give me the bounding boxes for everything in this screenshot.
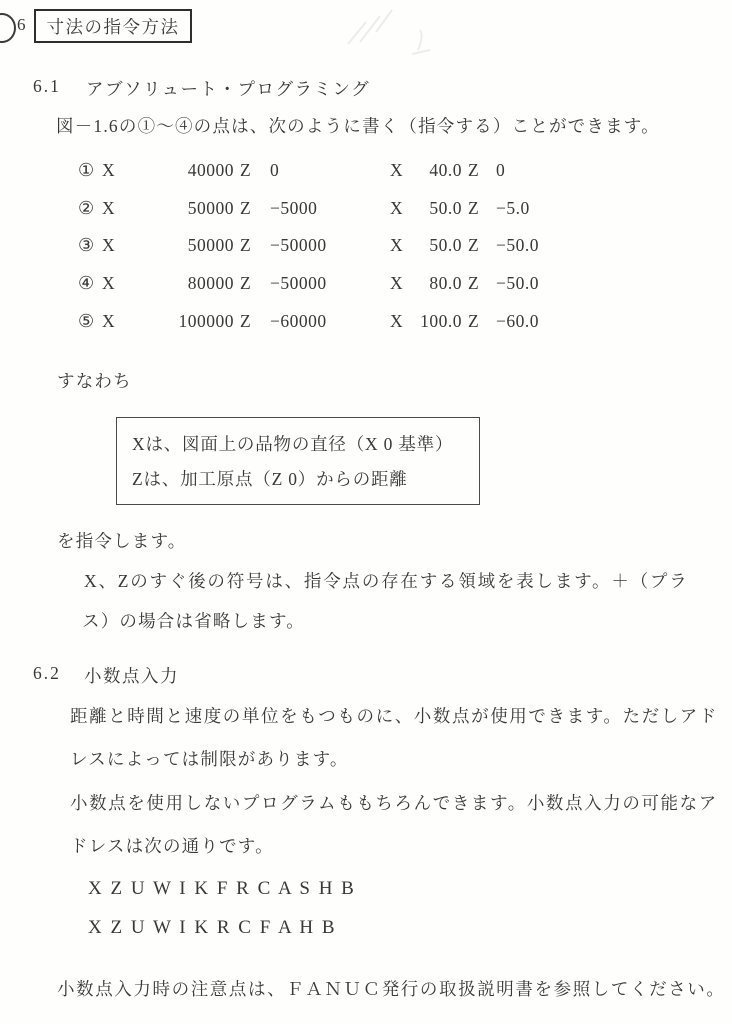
point-marker: ⑤ — [78, 310, 95, 331]
x-address-label: X — [390, 310, 404, 331]
z-address-label: Z — [468, 160, 480, 181]
z-address-label: Z — [468, 273, 480, 294]
z-address-label: Z — [468, 235, 480, 256]
sunawachi-label: すなわち — [57, 371, 132, 391]
abs-x-value: 80000 — [187, 273, 234, 294]
z-address-label: Z — [240, 273, 252, 294]
dec-z-value: 0 — [496, 160, 506, 181]
section-title: 寸法の指令方法 — [46, 16, 180, 37]
abs-z-value: −50000 — [270, 273, 327, 294]
x-address-label: X — [390, 235, 404, 256]
decimal-address-list-1: X Z U W I K F R C A S H B — [88, 878, 356, 899]
x-address-label: X — [102, 273, 116, 294]
z-address-label: Z — [240, 235, 252, 256]
footer-reference-sentence: 小数点入力時の注意点は、ＦＡＮＵＣ発行の取扱説明書を参照してください。 — [57, 979, 726, 999]
definition-x: Xは、図面上の品物の直径（X 0 基準） — [132, 434, 454, 454]
paragraph-2-line-2: ドレスは次の通りです。 — [70, 836, 274, 856]
heading-6-1-number: 6.1 — [33, 76, 61, 96]
dec-x-value: 100.0 — [420, 310, 462, 331]
abs-x-value: 50000 — [187, 197, 234, 218]
x-address-label: X — [102, 310, 116, 331]
x-address-label: X — [102, 235, 116, 256]
dec-x-value: 40.0 — [429, 160, 462, 181]
z-address-label: Z — [468, 310, 480, 331]
abs-z-value: −50000 — [270, 235, 327, 256]
point-marker: ① — [78, 160, 95, 181]
z-address-label: Z — [240, 160, 252, 181]
abs-z-value: −5000 — [270, 197, 318, 218]
x-address-label: X — [390, 160, 404, 181]
point-marker: ② — [78, 197, 95, 218]
z-address-label: Z — [468, 197, 480, 218]
sign-note-line-2: ス）の場合は省略します。 — [82, 611, 305, 631]
pencil-smudge-decoration — [340, 2, 470, 72]
paragraph-1-line-1: 距離と時間と速度の単位をもつものに、小数点が使用できます。ただしアド — [70, 706, 718, 726]
heading-6-1-title: アブソリュート・プログラミング — [86, 79, 371, 99]
section-number: 6 — [17, 15, 26, 34]
table-row — [78, 265, 576, 303]
intro-sentence: 図－1.6の①～④の点は、次のように書く（指令する）ことができます。 — [56, 116, 660, 136]
heading-6-2-number: 6.2 — [33, 663, 61, 683]
sign-note-line-1: X、Zのすぐ後の符号は、指令点の存在する領域を表します。＋（プラ — [84, 571, 689, 591]
section-title-box — [34, 9, 192, 43]
definition-z: Zは、加工原点（Z 0）からの距離 — [132, 469, 408, 489]
dec-z-value: −60.0 — [496, 310, 539, 331]
x-address-label: X — [102, 197, 116, 218]
definition-box — [116, 417, 480, 505]
paragraph-2-line-1: 小数点を使用しないプログラムももちろんできます。小数点入力の可能なア — [70, 793, 718, 813]
abs-x-value: 50000 — [187, 235, 234, 256]
table-row — [78, 152, 576, 190]
abs-x-value: 40000 — [187, 160, 234, 181]
table-row — [78, 190, 576, 228]
dec-z-value: −50.0 — [496, 235, 539, 256]
dec-z-value: −50.0 — [496, 273, 539, 294]
decimal-address-list-2: X Z U W I K R C F A H B — [88, 917, 337, 938]
abs-z-value: 0 — [270, 160, 280, 181]
dec-z-value: −5.0 — [496, 197, 530, 218]
abs-z-value: −60000 — [270, 310, 327, 331]
after-box-sentence: を指令します。 — [57, 531, 187, 551]
point-marker: ④ — [78, 273, 95, 294]
heading-6-2-title: 小数点入力 — [84, 666, 179, 686]
x-address-label: X — [390, 273, 404, 294]
dec-x-value: 50.0 — [429, 235, 462, 256]
z-address-label: Z — [240, 310, 252, 331]
abs-x-value: 100000 — [178, 310, 234, 331]
paragraph-1-line-2: レスによっては制限があります。 — [70, 749, 349, 769]
table-row — [78, 302, 576, 340]
coordinate-points-table — [78, 152, 576, 340]
point-marker: ③ — [78, 235, 95, 256]
dec-x-value: 50.0 — [429, 197, 462, 218]
left-edge-circle-mark — [0, 13, 16, 43]
z-address-label: Z — [240, 197, 252, 218]
dec-x-value: 80.0 — [429, 273, 462, 294]
table-row — [78, 227, 576, 265]
x-address-label: X — [390, 197, 404, 218]
x-address-label: X — [102, 160, 116, 181]
